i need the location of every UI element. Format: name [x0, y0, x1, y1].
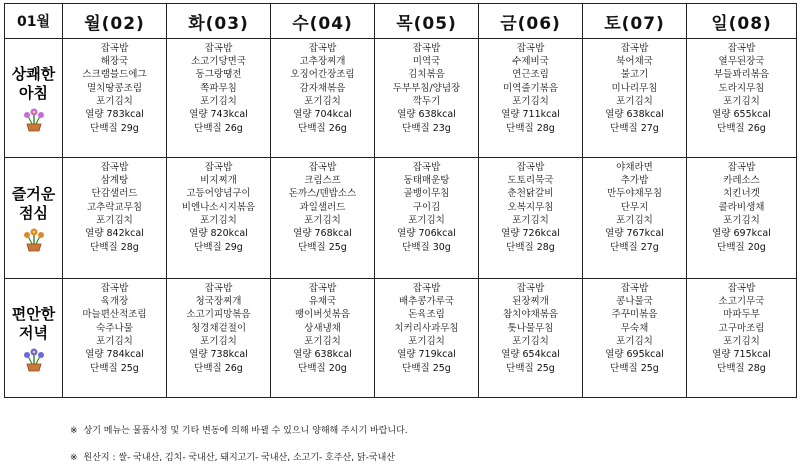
menu-item: 포기김치	[304, 95, 341, 107]
menu-item: 잡곡밥	[308, 43, 337, 54]
day-header: 월(02)	[63, 4, 167, 39]
menu-item: 포기김치	[200, 335, 237, 347]
menu-item: 북어채국	[616, 56, 653, 68]
menu-cell	[271, 39, 375, 158]
month-header: 01월	[5, 4, 63, 39]
menu-item: 포기김치	[723, 95, 760, 107]
menu-item: 오징어간장조림	[290, 69, 355, 81]
menu-item: 포기김치	[616, 95, 653, 107]
menu-cell	[583, 279, 687, 398]
menu-cell	[63, 158, 167, 279]
menu-item: 골뱅이무침	[403, 188, 450, 200]
meal-label	[5, 65, 62, 103]
protein-text: 단백질 26g	[194, 122, 243, 134]
menu-item: 팽이버섯볶음	[294, 309, 351, 321]
calories-text: 열량 743kcal	[189, 109, 248, 121]
menu-item: 잡곡밥	[100, 43, 129, 54]
day-header: 토(07)	[583, 4, 687, 39]
menu-item: 잡곡밥	[100, 283, 129, 294]
protein-text: 단백질 26g	[194, 362, 243, 374]
menu-item: 포기김치	[408, 335, 445, 347]
menu-item: 잡곡밥	[308, 162, 337, 173]
menu-item: 미역국	[412, 56, 441, 68]
menu-cell	[271, 158, 375, 279]
menu-item: 깍두기	[412, 95, 441, 107]
menu-item: 두부부침/양념장	[392, 82, 461, 94]
menu-item: 동태매운탕	[403, 175, 450, 187]
menu-item: 돈육조림	[408, 309, 445, 321]
menu-item: 부들꽈리볶음	[713, 69, 770, 81]
calories-text: 열량 719kcal	[397, 349, 456, 361]
protein-text: 단백질 25g	[610, 362, 659, 374]
menu-item: 소고기피망볶음	[186, 309, 251, 321]
menu-item: 된장찌개	[512, 296, 549, 308]
protein-text: 단백질 28g	[717, 362, 766, 374]
menu-item: 소고기당면국	[190, 56, 247, 68]
menu-item: 포기김치	[96, 335, 133, 347]
protein-text: 단백질 27g	[610, 122, 659, 134]
menu-item: 치킨너겟	[723, 188, 760, 200]
menu-item: 잡곡밥	[412, 43, 441, 54]
meal-row	[5, 39, 797, 158]
menu-item: 만두야채무침	[606, 188, 663, 200]
calories-text: 열량 784kcal	[85, 349, 144, 361]
calories-text: 열량 738kcal	[189, 349, 248, 361]
menu-item: 동그랑땡전	[195, 69, 242, 81]
calories-text: 열량 638kcal	[293, 349, 352, 361]
menu-item: 배추콩가루국	[398, 296, 455, 308]
menu-item: 단감샐러드	[91, 188, 138, 200]
menu-item: 잡곡밥	[412, 283, 441, 294]
menu-item: 포기김치	[616, 214, 653, 226]
menu-cell	[479, 158, 583, 279]
menu-item: 김치볶음	[408, 69, 445, 81]
menu-item: 도토리묵국	[507, 175, 554, 187]
menu-item: 멸치땅콩조림	[86, 82, 143, 94]
menu-item: 춘천닭갈비	[507, 188, 554, 200]
protein-text: 단백질 25g	[402, 362, 451, 374]
meal-label-line: 상쾌한	[11, 64, 56, 83]
header-row	[5, 4, 797, 39]
flower-icon	[19, 346, 49, 372]
menu-item: 비지찌개	[200, 175, 237, 187]
calories-text: 열량 638kcal	[397, 109, 456, 121]
protein-text: 단백질 26g	[717, 122, 766, 134]
menu-item: 소고기무국	[718, 296, 765, 308]
meal-label-line: 아침	[19, 83, 48, 102]
menu-item: 포기김치	[723, 335, 760, 347]
menu-item: 포기김치	[96, 214, 133, 226]
menu-cell	[375, 158, 479, 279]
menu-item: 잡곡밥	[204, 43, 233, 54]
menu-item: 마늘편산적조림	[82, 309, 147, 321]
menu-item: 구이김	[412, 201, 441, 213]
meal-row	[5, 279, 797, 398]
menu-cell	[375, 279, 479, 398]
menu-item: 감자채볶음	[299, 82, 346, 94]
protein-text: 단백질 29g	[194, 241, 243, 253]
meal-label-line: 점심	[19, 203, 48, 222]
menu-item: 잡곡밥	[204, 162, 233, 173]
menu-item: 스크램블드에그	[82, 69, 147, 81]
menu-cell	[167, 279, 271, 398]
origin-note: ※ 원산지 : 쌀- 국내산, 김치- 국내산, 돼지고기- 국내산, 소고기- 호주산, 닭-국내산	[70, 453, 395, 463]
protein-text: 단백질 20g	[298, 362, 347, 374]
day-header: 일(08)	[687, 4, 797, 39]
calories-text: 열량 820kcal	[189, 228, 248, 240]
notice-note: ※ 상기 메뉴는 물품사정 및 기타 변동에 의해 바뀔 수 있으니 양해해 주시기 바랍니다.	[70, 426, 408, 436]
day-header: 금(06)	[479, 4, 583, 39]
day-header: 목(05)	[375, 4, 479, 39]
menu-cell	[687, 158, 797, 279]
menu-item: 참치야채볶음	[502, 309, 559, 321]
calories-text: 열량 655kcal	[712, 109, 771, 121]
menu-item: 고추락교무침	[86, 201, 143, 213]
meal-label	[5, 305, 62, 343]
meal-label	[5, 185, 62, 223]
protein-text: 단백질 28g	[506, 241, 555, 253]
calories-text: 열량 695kcal	[605, 349, 664, 361]
menu-item: 잡곡밥	[516, 283, 545, 294]
menu-cell	[583, 158, 687, 279]
menu-item: 톳나물무침	[507, 322, 554, 334]
menu-item: 숙주나물	[96, 322, 133, 334]
menu-cell	[63, 39, 167, 158]
day-header: 화(03)	[167, 4, 271, 39]
meal-label-line: 저녁	[19, 323, 48, 342]
protein-text: 단백질 23g	[402, 122, 451, 134]
menu-item: 포기김치	[200, 95, 237, 107]
protein-text: 단백질 30g	[402, 241, 451, 253]
calories-text: 열량 704kcal	[293, 109, 352, 121]
calories-text: 열량 711kcal	[501, 109, 560, 121]
menu-item: 잡곡밥	[204, 283, 233, 294]
protein-text: 단백질 28g	[90, 241, 139, 253]
menu-item: 상새냉채	[304, 322, 341, 334]
menu-cell	[271, 279, 375, 398]
menu-item: 잡곡밥	[412, 162, 441, 173]
menu-item: 무숙채	[620, 322, 649, 334]
menu-item: 잡곡밥	[727, 162, 756, 173]
menu-item: 잡곡밥	[100, 162, 129, 173]
calories-text: 열량 768kcal	[293, 228, 352, 240]
menu-cell	[687, 279, 797, 398]
flower-icon	[19, 226, 49, 252]
menu-item: 해장국	[100, 56, 129, 68]
protein-text: 단백질 20g	[717, 241, 766, 253]
meal-label-cell	[5, 158, 63, 279]
menu-item: 육개장	[100, 296, 129, 308]
menu-item: 주꾸미볶음	[611, 309, 658, 321]
protein-text: 단백질 26g	[298, 122, 347, 134]
menu-item: 청경채겉절이	[190, 322, 247, 334]
menu-item: 잡곡밥	[516, 162, 545, 173]
menu-item: 과일샐러드	[299, 201, 346, 213]
menu-item: 카레소스	[723, 175, 760, 187]
meal-row	[5, 158, 797, 279]
calories-text: 열량 715kcal	[712, 349, 771, 361]
menu-item: 청국장찌개	[195, 296, 242, 308]
menu-item: 콜라비생채	[718, 201, 765, 213]
menu-item: 고등어양념구이	[186, 188, 251, 200]
menu-cell	[375, 39, 479, 158]
menu-item: 열무된장국	[718, 56, 765, 68]
menu-item: 포기김치	[304, 214, 341, 226]
menu-item: 잡곡밥	[308, 283, 337, 294]
flower-icon	[19, 106, 49, 132]
menu-item: 포기김치	[96, 95, 133, 107]
menu-cell	[167, 158, 271, 279]
calories-text: 열량 697kcal	[712, 228, 771, 240]
meal-label-cell	[5, 39, 63, 158]
menu-item: 삼계탕	[100, 175, 129, 187]
menu-cell	[479, 39, 583, 158]
menu-item: 불고기	[620, 69, 649, 81]
menu-item: 유채국	[308, 296, 337, 308]
calories-text: 열량 767kcal	[605, 228, 664, 240]
menu-item: 고추장찌개	[299, 56, 346, 68]
menu-item: 포기김치	[512, 214, 549, 226]
menu-item: 쪽파무침	[200, 82, 237, 94]
menu-item: 고구마조림	[718, 322, 765, 334]
calories-text: 열량 783kcal	[85, 109, 144, 121]
protein-text: 단백질 28g	[506, 122, 555, 134]
menu-item: 돈까스/덴밥소스	[288, 188, 357, 200]
meal-label-cell	[5, 279, 63, 398]
protein-text: 단백질 25g	[506, 362, 555, 374]
meal-label-line: 즐거운	[11, 184, 56, 203]
menu-item: 포기김치	[616, 335, 653, 347]
weekly-menu-table	[4, 3, 797, 398]
calories-text: 열량 726kcal	[501, 228, 560, 240]
menu-cell	[63, 279, 167, 398]
menu-item: 포기김치	[512, 335, 549, 347]
menu-item: 치커리사과무침	[394, 322, 459, 334]
menu-item: 잡곡밥	[620, 283, 649, 294]
menu-cell	[687, 39, 797, 158]
menu-cell	[583, 39, 687, 158]
menu-item: 추가밥	[620, 175, 649, 187]
menu-item: 미나리무침	[611, 82, 658, 94]
menu-item: 잡곡밥	[620, 43, 649, 54]
protein-text: 단백질 29g	[90, 122, 139, 134]
menu-item: 포기김치	[200, 214, 237, 226]
protein-text: 단백질 27g	[610, 241, 659, 253]
calories-text: 열량 654kcal	[501, 349, 560, 361]
menu-cell	[167, 39, 271, 158]
menu-item: 수제비국	[512, 56, 549, 68]
menu-item: 포기김치	[408, 214, 445, 226]
menu-item: 포기김치	[723, 214, 760, 226]
calories-text: 열량 638kcal	[605, 109, 664, 121]
menu-item: 야채라면	[616, 162, 653, 173]
menu-item: 단무지	[620, 201, 649, 213]
protein-text: 단백질 25g	[298, 241, 347, 253]
menu-item: 콩나물국	[616, 296, 653, 308]
menu-item: 연근조림	[512, 69, 549, 81]
menu-cell	[479, 279, 583, 398]
menu-item: 잡곡밥	[727, 43, 756, 54]
menu-item: 미역줄기볶음	[502, 82, 559, 94]
menu-item: 포기김치	[512, 95, 549, 107]
protein-text: 단백질 25g	[90, 362, 139, 374]
menu-item: 도라지무침	[718, 82, 765, 94]
menu-item: 마파두부	[723, 309, 760, 321]
menu-item: 비엔나소시지볶음	[181, 201, 256, 213]
menu-item: 오복지무침	[507, 201, 554, 213]
meal-label-line: 편안한	[11, 304, 56, 323]
calories-text: 열량 706kcal	[397, 228, 456, 240]
menu-item: 포기김치	[304, 335, 341, 347]
menu-item: 잡곡밥	[727, 283, 756, 294]
calories-text: 열량 842kcal	[85, 228, 144, 240]
day-header: 수(04)	[271, 4, 375, 39]
menu-item: 잡곡밥	[516, 43, 545, 54]
menu-item: 크림스프	[304, 175, 341, 187]
